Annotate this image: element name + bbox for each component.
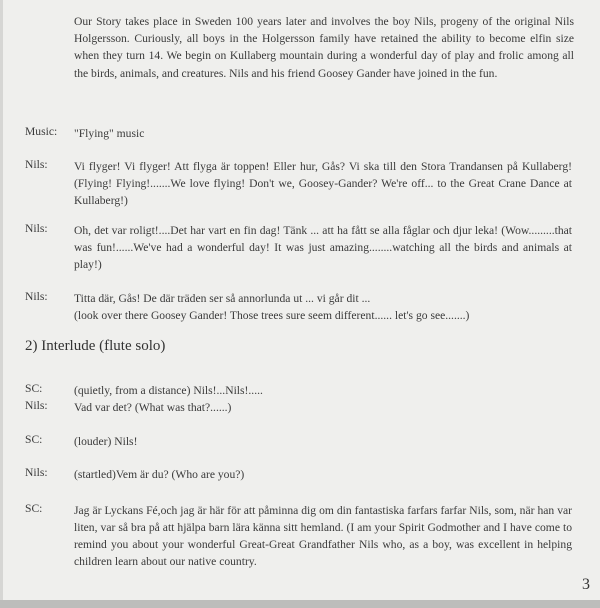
line-text: Titta där, Gås! De där träden ser så annorlunda ut ... vi går dit ... [74, 292, 371, 305]
line-text-block [74, 290, 572, 324]
line-text: (louder) Nils! [74, 435, 138, 448]
page-number: 3 [582, 576, 590, 593]
speaker-label: Nils: [25, 158, 48, 171]
page-edge-bottom [0, 600, 600, 608]
line-text-translation: (look over there Goosey Gander! Those trees sure seem different...... let's go see.......) [74, 309, 470, 322]
speaker-label: Nils: [25, 399, 48, 412]
line-text: Vi flyger! Vi flyger! Att flyga är toppen! Eller hur, Gås? Vi ska till den Stora Trandansen på Kullaberg! (Flying! Flying!.......We love flying! Don't we, Goosey-Gander? We're off... to the Great Crane Dance at Kullaberg!) [74, 160, 572, 207]
page-edge-left [0, 0, 3, 600]
line-text: (quietly, from a distance) Nils!...Nils!..... [74, 384, 263, 397]
line-text: Jag är Lyckans Fé,och jag är här för att påminna dig om din fantastiska farfars farfar Nils, som, när han var liten, var så bra på att hjälpa barn lära känna sitt hemland. (I am your Spirit Godmother and I have come to remind you about your wonderful Great-Great Grandfather Nils who, as a boy, was excellent in helping children learn about our native country. [74, 504, 572, 568]
speaker-label: SC: [25, 502, 43, 515]
intro-paragraph: Our Story takes place in Sweden 100 years later and involves the boy Nils, progeny of the original Nils Holgersson. Curiously, all boys in the Holgersson family have retained the ability to become elfin size when they turn 14. We begin on Kullaberg mountain during a wonderful day of play and frolic among all the birds, animals, and creatures. Nils and his friend Goosey Gander have joined in the fun. [74, 15, 574, 80]
speaker-label: Nils: [25, 466, 48, 479]
speaker-label: Nils: [25, 222, 48, 235]
speaker-label: SC: [25, 433, 43, 446]
line-text: Vad var det? (What was that?......) [74, 401, 232, 414]
speaker-label: SC: [25, 382, 43, 395]
section-heading: 2) Interlude (flute solo) [25, 338, 166, 354]
line-text: "Flying" music [74, 127, 145, 140]
line-text: Oh, det var roligt!....Det har vart en fin dag! Tänk ... att ha fått se alla fåglar och djur leka! (Wow.........that was fun!......We've had a wonderful day! It was just amazing........watching all the birds and animals at play!) [74, 224, 572, 271]
speaker-label: Nils: [25, 290, 48, 303]
line-text: (startled)Vem är du? (Who are you?) [74, 468, 245, 481]
speaker-label: Music: [25, 125, 58, 138]
